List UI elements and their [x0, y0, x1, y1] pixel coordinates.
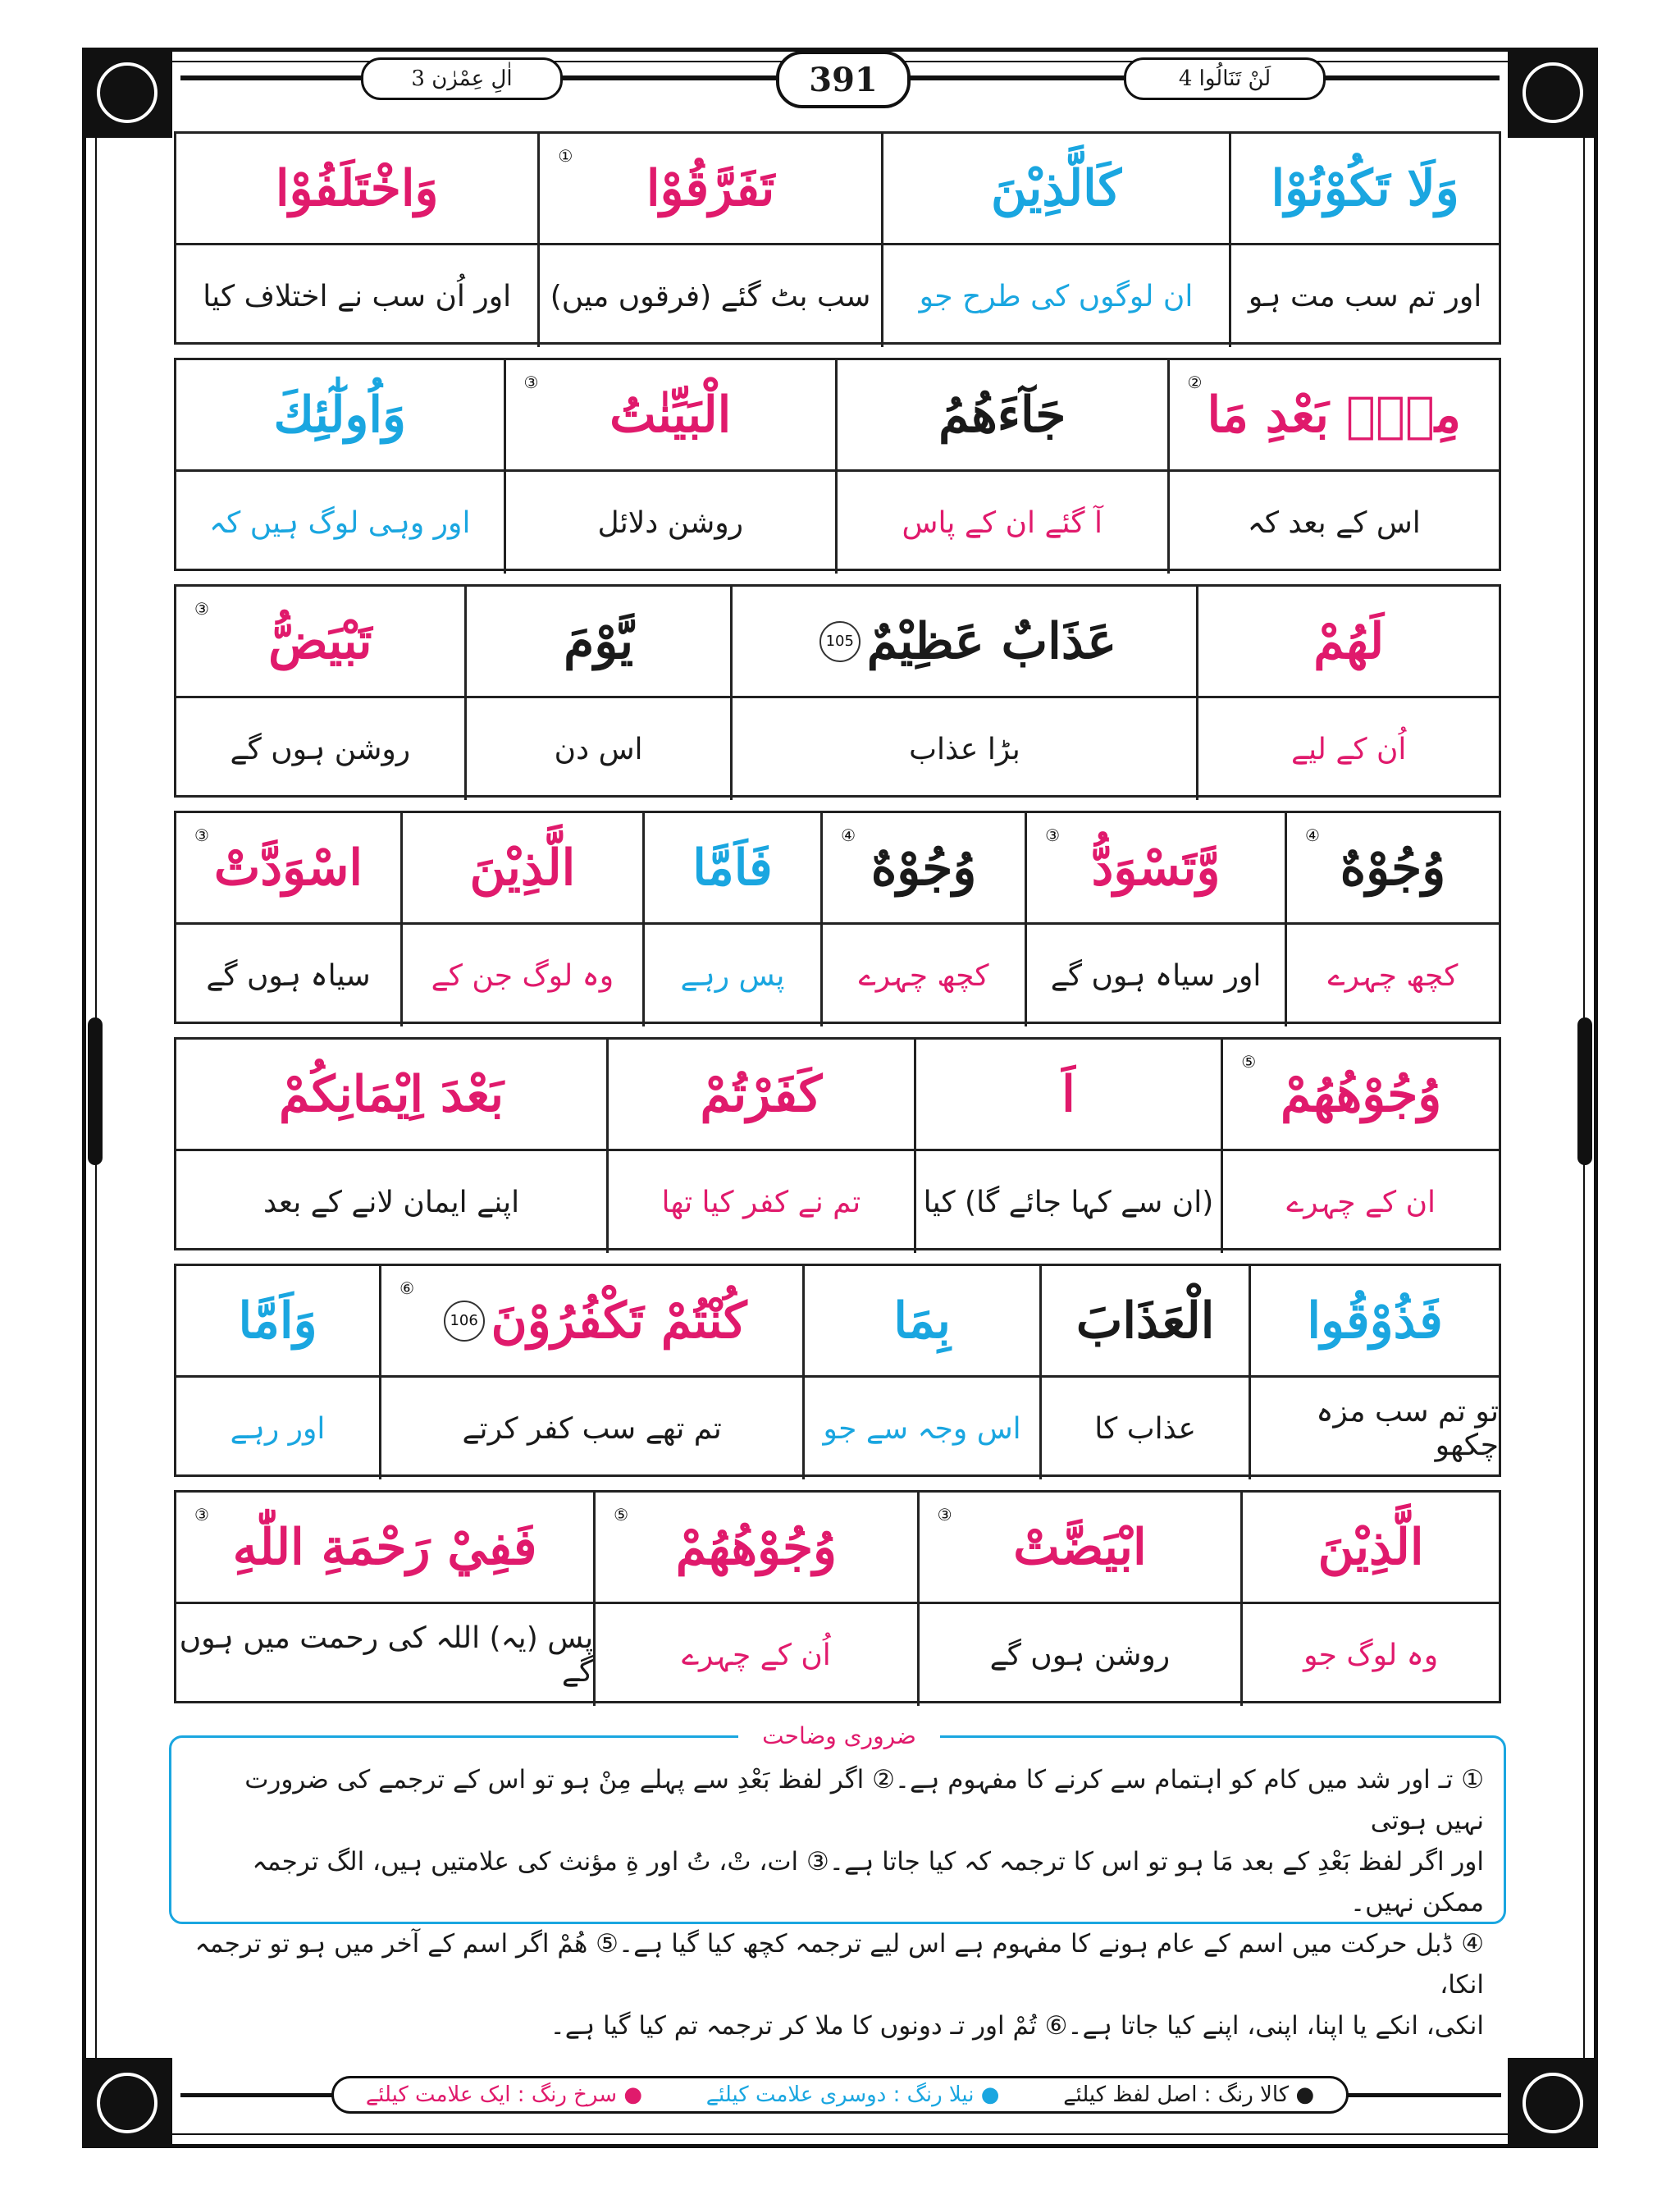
- urdu-meaning: روشن ہوں گے: [989, 1638, 1171, 1672]
- urdu-row: [176, 1604, 1499, 1706]
- verse-block: [174, 1264, 1501, 1477]
- urdu-meaning-cell: [176, 925, 400, 1026]
- arabic-word-cell: [379, 1266, 802, 1375]
- arabic-word-cell: [835, 360, 1167, 469]
- arabic-word: وَاُولٰٓئِكَ: [273, 386, 407, 444]
- urdu-row: [176, 1151, 1499, 1253]
- arabic-word-cell: [1039, 1266, 1249, 1375]
- arabic-word: لَهُمْ: [1313, 612, 1385, 670]
- footnote-marker: ③: [1045, 825, 1061, 845]
- legend-item-black: ● کالا رنگ : اصل لفظ کیلئے: [1063, 2082, 1315, 2107]
- verse-block: [174, 1037, 1501, 1250]
- urdu-meaning: اور تم سب مت ہو: [1248, 279, 1482, 313]
- arabic-word: تَبْيَضُّ: [268, 612, 372, 670]
- urdu-meaning: وہ لوگ جو: [1303, 1638, 1439, 1672]
- arabic-word: عَذَابٌ عَظِيْمٌ: [866, 612, 1117, 670]
- arabic-word-cell: [1167, 360, 1500, 469]
- urdu-meaning: ان کے چہرے: [1286, 1185, 1436, 1219]
- urdu-row: [176, 245, 1499, 347]
- urdu-meaning-cell: [176, 1604, 593, 1706]
- arabic-word-cell: [1285, 813, 1499, 922]
- arabic-row: [176, 134, 1499, 245]
- arabic-row: [176, 1266, 1499, 1378]
- urdu-meaning: اپنے ایمان لانے کے بعد: [262, 1185, 520, 1219]
- footnote-marker: ③: [194, 825, 209, 845]
- urdu-meaning-cell: [504, 472, 836, 574]
- corner-ornament-icon: [82, 48, 172, 138]
- urdu-meaning-cell: [1196, 698, 1499, 800]
- arabic-word-cell: [176, 1040, 606, 1149]
- urdu-row: [176, 472, 1499, 574]
- footnote-marker: ②: [1187, 373, 1203, 392]
- urdu-meaning-cell: [537, 245, 880, 347]
- urdu-meaning: اس دن: [554, 732, 643, 766]
- arabic-word-cell: [176, 813, 400, 922]
- legend-item-red: ● سرخ رنگ : ایک علامت کیلئے: [365, 2082, 643, 2107]
- note-line: اور اگر لفظ بَعْدِ کے بعد مَا ہو تو اس کا ترجمہ کہ کیا جاتا ہے۔③ ات، تْ، تُ اور ةِ مؤنث کی علامتیں ہیں، الگ ترجمہ ممکن نہیں۔: [252, 1847, 1484, 1918]
- arabic-word: مِنْۢ بَعْدِ مَا: [1207, 386, 1461, 444]
- urdu-meaning-cell: [642, 925, 820, 1026]
- urdu-meaning-cell: [820, 925, 1025, 1026]
- corner-ornament-icon: [1508, 2058, 1598, 2148]
- arabic-row: [176, 360, 1499, 472]
- urdu-meaning: اور رہے: [230, 1411, 326, 1446]
- urdu-meaning-cell: [176, 245, 537, 347]
- side-ornament-icon: [88, 1017, 103, 1165]
- arabic-word: الْبَيِّنٰتُ: [609, 386, 732, 444]
- side-ornament-icon: [1577, 1017, 1592, 1165]
- urdu-meaning-cell: [176, 1378, 379, 1479]
- urdu-meaning-cell: [1039, 1378, 1249, 1479]
- corner-ornament-icon: [1508, 48, 1598, 138]
- arabic-word: كَالَّذِيْنَ: [991, 159, 1122, 217]
- arabic-word: بِمَا: [893, 1292, 951, 1350]
- arabic-word: وُجُوْهٌ: [1340, 839, 1446, 897]
- notes-title: ضروری وضاحت: [738, 1719, 940, 1752]
- verse-block: [174, 811, 1501, 1024]
- legend-rule: [180, 2093, 336, 2097]
- urdu-meaning: اس وجہ سے جو: [823, 1411, 1021, 1446]
- page-number: 391: [776, 51, 911, 108]
- arabic-word-cell: [820, 813, 1025, 922]
- footnote-marker: ③: [937, 1505, 952, 1525]
- urdu-meaning-cell: [593, 1604, 917, 1706]
- urdu-meaning: اور سیاہ ہوں گے: [1050, 958, 1262, 993]
- arabic-word-cell: [176, 1493, 593, 1602]
- urdu-meaning: اس کے بعد کہ: [1247, 505, 1421, 540]
- arabic-word: فَذُوْقُوا: [1307, 1292, 1443, 1350]
- urdu-meaning-cell: [1229, 245, 1499, 347]
- arabic-word-cell: [606, 1040, 914, 1149]
- ayah-number-marker: 105: [819, 621, 861, 662]
- arabic-word: تَفَرَّقُوْا: [646, 159, 775, 217]
- urdu-meaning: کچھ چہرے: [1327, 958, 1459, 993]
- color-legend: [331, 2076, 1349, 2114]
- urdu-meaning-cell: [835, 472, 1167, 574]
- arabic-word-cell: [1025, 813, 1285, 922]
- urdu-meaning: اور وہی لوگ ہیں کہ: [209, 505, 471, 540]
- arabic-word-cell: [730, 587, 1196, 696]
- arabic-word: الَّذِيْنَ: [469, 839, 576, 897]
- urdu-meaning-cell: [1221, 1151, 1499, 1253]
- urdu-row: [176, 698, 1499, 800]
- urdu-meaning-cell: [730, 698, 1196, 800]
- arabic-word: يَّوْمَ: [564, 612, 634, 670]
- urdu-meaning: عذاب کا: [1094, 1411, 1197, 1446]
- footnote-marker: ④: [841, 825, 856, 845]
- arabic-word-cell: [400, 813, 642, 922]
- arabic-word-cell: [176, 587, 464, 696]
- note-line: ① تـ اور شد میں کام کو اہتمام سے کرنے کا مفہوم ہے۔② اگر لفظ بَعْدِ سے پہلے مِنْ ہو تو اس کے ترجمے کی ضرورت نہیں ہوتی: [244, 1765, 1484, 1836]
- urdu-row: [176, 925, 1499, 1026]
- arabic-row: [176, 1040, 1499, 1151]
- urdu-meaning-cell: [1240, 1604, 1499, 1706]
- arabic-word: وُجُوْهٌ: [870, 839, 977, 897]
- arabic-word: اَ: [1061, 1065, 1075, 1123]
- urdu-meaning-cell: [917, 1604, 1241, 1706]
- arabic-row: [176, 813, 1499, 925]
- arabic-word-cell: [642, 813, 820, 922]
- urdu-row: [176, 1378, 1499, 1479]
- arabic-word-cell: [1240, 1493, 1499, 1602]
- urdu-meaning: روشن ہوں گے: [230, 732, 411, 766]
- verse-block: [174, 1490, 1501, 1703]
- arabic-word-cell: [464, 587, 731, 696]
- urdu-meaning-cell: [379, 1378, 802, 1479]
- ayah-number-marker: 106: [444, 1301, 485, 1342]
- urdu-meaning: پس (یہ) اللہ کی رحمت میں ہوں گے: [179, 1621, 594, 1689]
- urdu-meaning-cell: [606, 1151, 914, 1253]
- arabic-word: وُجُوْهُهُمْ: [675, 1518, 838, 1576]
- urdu-meaning: (ان سے کہا جائے گا) کیا: [923, 1185, 1214, 1219]
- corner-ornament-icon: [82, 2058, 172, 2148]
- urdu-meaning: تم تھے سب کفر کرتے: [462, 1411, 722, 1446]
- urdu-meaning: اور اُن سب نے اختلاف کیا: [203, 279, 512, 313]
- urdu-meaning-cell: [881, 245, 1229, 347]
- urdu-meaning: سب بٹ گئے (فرقوں میں): [550, 279, 871, 313]
- surah-label: اٰلِ عِمْرٰن 3: [361, 57, 563, 100]
- footnote-marker: ⑤: [1241, 1052, 1257, 1072]
- urdu-meaning: اُن کے لیے: [1290, 732, 1407, 766]
- arabic-word: وَاخْتَلَفُوْا: [275, 159, 439, 217]
- arabic-row: [176, 1493, 1499, 1604]
- urdu-meaning-cell: [176, 472, 504, 574]
- arabic-word: بَعْدَ اِيْمَانِكُمْ: [278, 1065, 504, 1123]
- urdu-meaning: کچھ چہرے: [858, 958, 989, 993]
- footnote-marker: ③: [194, 1505, 209, 1525]
- footnote-marker: ⑥: [399, 1278, 415, 1298]
- urdu-meaning-cell: [176, 698, 464, 800]
- arabic-word-cell: [802, 1266, 1039, 1375]
- arabic-word-cell: [1249, 1266, 1499, 1375]
- page-header: [180, 51, 1500, 103]
- arabic-word: الَّذِيْنَ: [1317, 1518, 1424, 1576]
- arabic-word: فَاَمَّا: [692, 839, 773, 897]
- urdu-meaning: سیاہ ہوں گے: [206, 958, 371, 993]
- arabic-word: ابْيَضَّتْ: [1013, 1518, 1147, 1576]
- juz-label: لَنْ تَنَالُوا 4: [1124, 57, 1326, 100]
- urdu-meaning: اُن کے چہرے: [681, 1638, 831, 1672]
- arabic-row: [176, 587, 1499, 698]
- arabic-word-cell: [593, 1493, 917, 1602]
- urdu-meaning: روشن دلائل: [597, 505, 744, 540]
- urdu-meaning: تو تم سب مزہ چکھو: [1316, 1395, 1499, 1462]
- urdu-meaning-cell: [802, 1378, 1039, 1479]
- note-line: انکی، انکے یا اپنا، اپنی، اپنے کیا جاتا ہے۔⑥ تُمْ اور تـ دونوں کا ملا کر ترجمہ تم کیا گیا ہے۔: [550, 2011, 1484, 2041]
- arabic-word-cell: [537, 134, 880, 243]
- arabic-word-cell: [176, 1266, 379, 1375]
- arabic-word: كُنْتُمْ تَكْفُرُوْنَ: [491, 1292, 747, 1350]
- arabic-word: وَّتَسْوَدُّ: [1091, 839, 1221, 897]
- urdu-meaning: تم نے کفر کیا تھا: [661, 1185, 861, 1219]
- arabic-word-cell: [176, 134, 537, 243]
- footnote-marker: ⑤: [614, 1505, 629, 1525]
- arabic-word: وُجُوْهُهُمْ: [1280, 1065, 1442, 1123]
- urdu-meaning-cell: [400, 925, 642, 1026]
- urdu-meaning-cell: [1285, 925, 1499, 1026]
- arabic-word-cell: [176, 360, 504, 469]
- arabic-word-cell: [917, 1493, 1241, 1602]
- verse-block: [174, 131, 1501, 345]
- footnote-marker: ①: [558, 146, 573, 166]
- arabic-word-cell: [1229, 134, 1499, 243]
- arabic-word: الْعَذَابَ: [1075, 1292, 1215, 1350]
- arabic-word: جَآءَهُمُ: [938, 386, 1066, 444]
- urdu-meaning-cell: [464, 698, 731, 800]
- urdu-meaning-cell: [1025, 925, 1285, 1026]
- note-line: ④ ڈبل حرکت میں اسم کے عام ہونے کا مفہوم ہے اس لیے ترجمہ کچھ کیا گیا ہے۔⑤ هُمْ اگر اسم کے آخر میں ہو تو ترجمہ انکا،: [194, 1929, 1484, 2000]
- footnote-marker: ④: [1305, 825, 1320, 845]
- arabic-word: وَاَمَّا: [238, 1292, 317, 1350]
- arabic-word-cell: [504, 360, 836, 469]
- urdu-meaning-cell: [1167, 472, 1500, 574]
- arabic-word-cell: [1221, 1040, 1499, 1149]
- urdu-meaning-cell: [176, 1151, 606, 1253]
- urdu-meaning-cell: [914, 1151, 1221, 1253]
- footnote-marker: ③: [523, 373, 539, 392]
- legend-rule: [1345, 2093, 1501, 2097]
- arabic-word: وَلَا تَكُوْنُوْا: [1271, 159, 1459, 217]
- arabic-word: كَفَرْتُمْ: [700, 1065, 823, 1123]
- notes-box: [169, 1735, 1506, 2041]
- verse-block: [174, 358, 1501, 571]
- urdu-meaning: پس رہے: [680, 958, 785, 993]
- arabic-word-cell: [881, 134, 1229, 243]
- urdu-meaning: بڑا عذاب: [909, 732, 1020, 766]
- urdu-meaning: ان لوگوں کی طرح جو: [919, 279, 1194, 313]
- urdu-meaning: وہ لوگ جن کے: [431, 958, 614, 993]
- urdu-meaning: آ گئے ان کے پاس: [902, 505, 1102, 540]
- arabic-word-cell: [914, 1040, 1221, 1149]
- urdu-meaning-cell: [1249, 1378, 1499, 1479]
- arabic-word: اسْوَدَّتْ: [213, 839, 363, 897]
- verse-block: [174, 584, 1501, 798]
- arabic-word: فَفِيْ رَحْمَةِ اللّٰهِ: [232, 1518, 537, 1576]
- legend-item-blue: ● نیلا رنگ : دوسری علامت کیلئے: [705, 2082, 1000, 2107]
- arabic-word-cell: [1196, 587, 1499, 696]
- footnote-marker: ③: [194, 599, 209, 619]
